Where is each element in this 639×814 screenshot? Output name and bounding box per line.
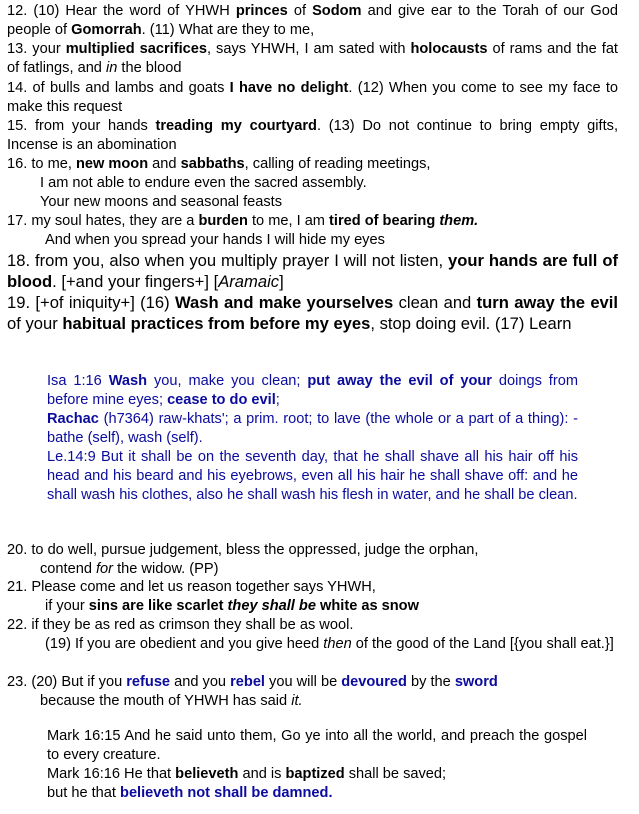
text-run: new moon <box>75 156 149 172</box>
text-run: turn away the evil <box>476 293 619 312</box>
text-run: in <box>105 60 118 76</box>
text-run: 12. (10) Hear the word of YHWH <box>7 3 236 19</box>
text-run: . (13) Do not continue to bring empty gifts, Incense is an abomination <box>7 118 618 153</box>
text-run: contend <box>40 561 96 577</box>
mark-16-16 <box>47 765 587 803</box>
text-run: sabbaths <box>180 156 245 172</box>
verse-15 <box>7 117 618 155</box>
cross-reference-isa-1-16 <box>47 372 578 410</box>
text-run: put away the evil of your <box>307 373 492 389</box>
verse-19 <box>7 292 618 334</box>
text-run: white as snow <box>320 598 419 614</box>
text-run: refuse <box>126 674 171 690</box>
text-run: cease to do evil <box>167 392 276 408</box>
text-run: of your <box>7 314 63 333</box>
verse-22-line-2 <box>7 635 618 654</box>
text-run: believeth not shall be damned. <box>120 785 333 801</box>
text-run: of the good of the Land [{you shall eat.}] <box>351 636 614 652</box>
text-run: you will be <box>265 674 342 690</box>
text-run: sword <box>454 674 498 690</box>
text-run: treading my courtyard <box>155 118 317 134</box>
text-run: rebel <box>230 674 265 690</box>
verse-18 <box>7 250 618 292</box>
text-run: 17. my soul hates, they are a <box>7 213 199 229</box>
text-run: for <box>96 561 114 577</box>
text-run: tired of bearing <box>329 213 436 229</box>
text-run: princes <box>235 3 288 19</box>
text-run: clean and <box>393 293 477 312</box>
mark-16-16-line-1 <box>47 765 587 784</box>
text-run: ; <box>275 392 280 408</box>
verse-14 <box>7 79 618 117</box>
text-run: the widow. (PP) <box>113 561 219 577</box>
text-run: Aramaic <box>218 272 280 291</box>
verse-22 <box>7 616 618 654</box>
text-run: doings from before mine eyes; <box>47 373 578 408</box>
cross-reference-rachac <box>47 410 578 448</box>
verse-17-line-1 <box>7 212 618 231</box>
text-run: of <box>287 3 313 19</box>
text-run: . [+and your fingers+] [ <box>52 272 219 291</box>
verse-20 <box>7 541 618 579</box>
text-run: it. <box>291 693 303 709</box>
text-run: and <box>148 156 181 172</box>
text-run: habitual practices from before my eyes <box>62 314 371 333</box>
text-run: baptized <box>285 766 345 782</box>
text-run: Rachac <box>47 411 99 427</box>
text-run: , stop doing evil. (17) Learn <box>370 314 572 333</box>
mark-16-16-line-2 <box>47 784 587 803</box>
text-run: because the mouth of YHWH has said <box>40 693 292 709</box>
text-run: burden <box>198 213 248 229</box>
text-run: and you <box>170 674 231 690</box>
text-run: devoured <box>341 674 407 690</box>
verse-20-line-1: 20. to do well, pursue judgement, bless the oppressed, judge the orphan, <box>7 542 479 558</box>
text-run: Gomorrah <box>71 22 142 38</box>
text-run: Sodom <box>312 3 362 19</box>
cross-reference-le-14-9 <box>47 448 578 505</box>
text-run: and give ear to the Torah of our God people of <box>7 3 618 38</box>
verse-23-line-1 <box>7 673 618 692</box>
text-run: to me, I am <box>247 213 330 229</box>
text-run: if your <box>45 598 89 614</box>
text-run: ] <box>279 272 284 291</box>
text-run: 13. your <box>7 41 66 57</box>
verse-12 <box>7 2 618 40</box>
verse-16-line-1 <box>7 155 618 174</box>
verse-17 <box>7 212 618 250</box>
text-run: and is <box>238 766 286 782</box>
text-run: your hands are full of blood <box>7 251 618 291</box>
text-run: (h7364) raw-khats'; a prim. root; to lave (the whole or a part of a thing): - bathe (self), wash (self). <box>47 411 578 446</box>
text-run: them. <box>439 213 479 229</box>
verse-16 <box>7 155 618 212</box>
text-run: shall be saved; <box>344 766 447 782</box>
text-run: . (12) When you come to see my face to make this request <box>7 80 619 115</box>
text-run: Wash <box>108 373 148 389</box>
text-run: you, make you clean; <box>147 373 308 389</box>
text-run: sins are like scarlet <box>88 598 224 614</box>
text-run: 16. to me, <box>7 156 76 172</box>
verse-21 <box>7 578 618 616</box>
text-run: 18. from you, also when you multiply prayer I will not listen, <box>7 251 448 270</box>
text-run: Wash and make yourselves <box>174 293 394 312</box>
verse-21-line-2 <box>7 597 618 616</box>
text-run: 23. (20) But if you <box>7 674 127 690</box>
text-run: , says YHWH, I am sated with <box>206 41 411 57</box>
text-run: they shall be <box>227 598 316 614</box>
text-run: of rams and the fat of fatlings, and <box>7 41 618 76</box>
verse-17-line-2: And when you spread your hands I will hide my eyes <box>45 232 385 248</box>
text-run: holocausts <box>410 41 488 57</box>
verse-16-line-2: I am not able to endure even the sacred assembly. <box>40 175 367 191</box>
verse-23 <box>7 673 618 711</box>
text-run: 19. [+of iniquity+] (16) <box>7 293 175 312</box>
text-run: Le.14:9 But it shall be on the seventh day, that he shall shave all his hair off his head and his beard and his eyebrows, even all his hair he shall shave off: and he shall wash his clothes, also he shall wash his flesh in water, and he shall be clean. <box>47 449 578 503</box>
mark-16-15: Mark 16:15 And he said unto them, Go ye into all the world, and preach the gospel to every creature. <box>47 728 587 763</box>
text-run: but he that <box>47 785 121 801</box>
text-run: I have no delight <box>229 80 349 96</box>
text-run: by the <box>406 674 455 690</box>
verse-16-line-3: Your new moons and seasonal feasts <box>40 194 283 210</box>
text-run: 14. of bulls and lambs and goats <box>7 80 230 96</box>
verse-13 <box>7 40 618 78</box>
verse-20-line-2 <box>7 560 618 579</box>
text-run: believeth <box>175 766 239 782</box>
text-run: (19) If you are obedient and you give heed <box>45 636 324 652</box>
text-run: multiplied sacrifices <box>65 41 207 57</box>
text-run: , calling of reading meetings, <box>244 156 431 172</box>
text-run: 15. from your hands <box>7 118 156 134</box>
verse-23-line-2 <box>7 692 618 711</box>
text-run: the blood <box>117 60 182 76</box>
text-run: then <box>323 636 352 652</box>
text-run: . (11) What are they to me, <box>141 22 315 38</box>
verse-22-line-1: 22. if they be as red as crimson they shall be as wool. <box>7 617 354 633</box>
text-run: Isa 1:16 <box>47 373 109 389</box>
verse-21-line-1: 21. Please come and let us reason together says YHWH, <box>7 579 376 595</box>
text-run: Mark 16:16 He that <box>47 766 176 782</box>
